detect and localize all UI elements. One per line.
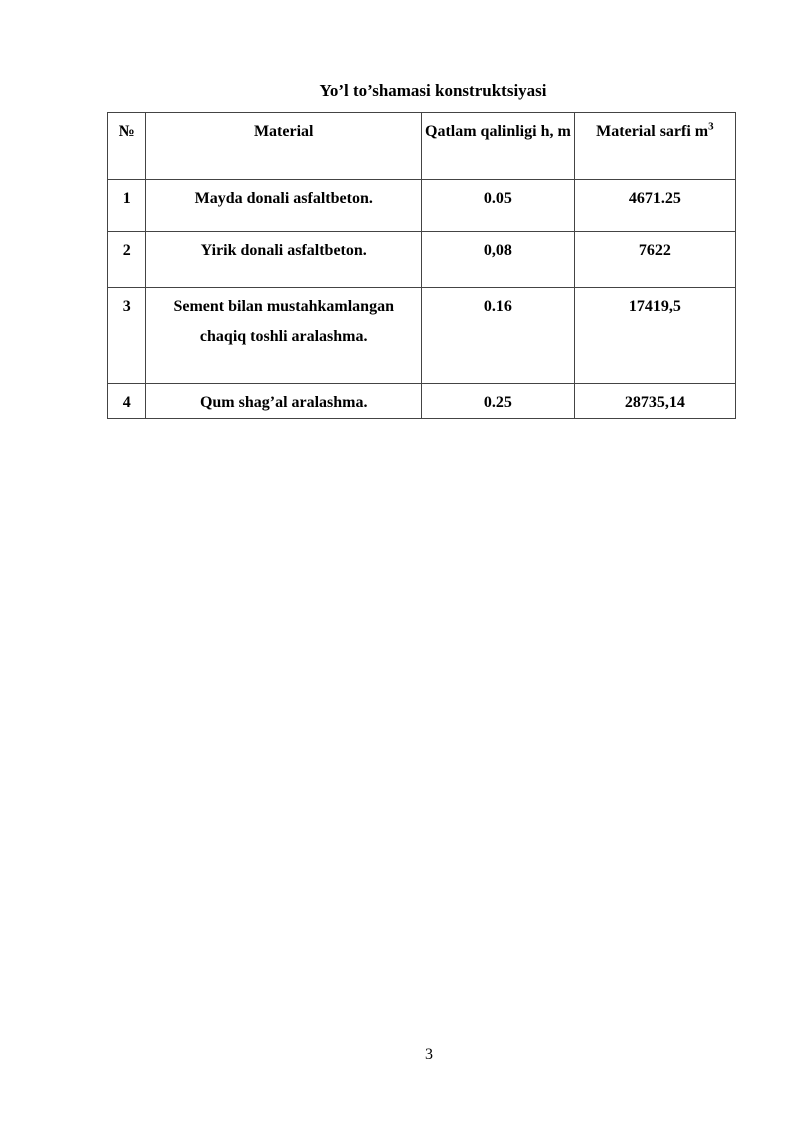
cell-material: Sement bilan mustahkamlangan chaqiq toshli aralashma. <box>146 288 422 384</box>
header-thickness: Qatlam qalinligi h, m <box>421 113 574 180</box>
table-row <box>108 232 736 288</box>
cell-consumption: 7622 <box>574 232 735 288</box>
cell-material: Yirik donali asfaltbeton. <box>146 232 422 288</box>
cell-no: 4 <box>108 384 146 419</box>
cell-consumption: 17419,5 <box>574 288 735 384</box>
cell-material: Qum shag’al aralashma. <box>146 384 422 419</box>
page-title: Yo’l to’shamasi konstruktsiyasi <box>319 81 547 100</box>
header-consumption-sup: 3 <box>708 120 714 133</box>
construction-table <box>107 112 736 419</box>
cell-thickness: 0,08 <box>421 232 574 288</box>
cell-thickness: 0.05 <box>421 180 574 232</box>
table-row <box>108 180 736 232</box>
cell-thickness: 0.25 <box>421 384 574 419</box>
cell-consumption: 4671.25 <box>574 180 735 232</box>
cell-material: Mayda donali asfaltbeton. <box>146 180 422 232</box>
table-row <box>108 288 736 384</box>
header-material: Material <box>146 113 422 180</box>
page-number: 3 <box>425 1046 433 1063</box>
table-header-row <box>108 113 736 180</box>
cell-thickness: 0.16 <box>421 288 574 384</box>
header-no: № <box>108 113 146 180</box>
cell-no: 1 <box>108 180 146 232</box>
table-row <box>108 384 736 419</box>
cell-no: 3 <box>108 288 146 384</box>
cell-no: 2 <box>108 232 146 288</box>
cell-consumption: 28735,14 <box>574 384 735 419</box>
header-consumption-text: Material sarfi m <box>596 123 709 140</box>
header-consumption <box>574 113 735 180</box>
